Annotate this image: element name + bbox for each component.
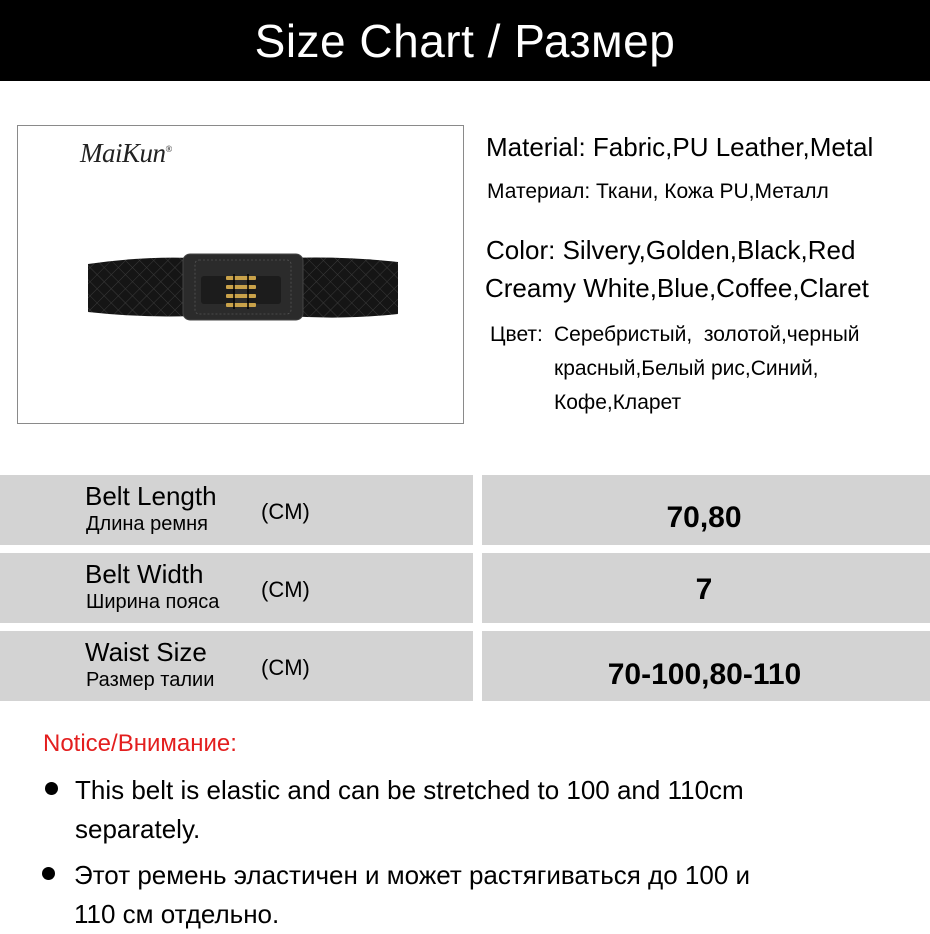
header-bar — [0, 0, 930, 81]
color-en-line-1: Color: Silvery,Golden,Black,Red — [486, 235, 856, 265]
notice-item-line-1: This belt is elastic and can be stretched to 100 and 110cm — [75, 775, 744, 805]
table-value-cell — [482, 553, 930, 623]
row-value: 70-100,80-110 — [607, 658, 802, 691]
table-row — [0, 631, 930, 701]
row-value: 7 — [695, 573, 713, 606]
belt-elastic-left — [88, 258, 193, 317]
table-label-cell — [0, 475, 473, 545]
row-value: 70,80 — [666, 501, 742, 534]
row-label-ru: Ширина пояса — [86, 591, 220, 613]
notice-item-line-2: 110 см отдельно. — [74, 899, 280, 929]
row-label-ru: Длина ремня — [86, 513, 208, 535]
color-ru-line-2: красный,Белый рис,Синий, — [554, 357, 819, 380]
table-label-cell — [0, 553, 473, 623]
product-image — [17, 125, 464, 424]
registered-mark: ® — [165, 144, 172, 154]
color-en-line-2: Creamy White,Blue,Coffee,Claret — [485, 273, 869, 303]
row-unit: (CM) — [261, 577, 310, 602]
table-value-cell — [482, 475, 930, 545]
row-label-en: Waist Size — [85, 637, 207, 667]
color-ru-line-1: Серебристый, золотой,черный — [554, 323, 860, 346]
buckle-tab-left — [201, 276, 233, 304]
belt-elastic-right — [288, 258, 398, 318]
row-unit: (CM) — [261, 655, 310, 680]
row-label-en: Belt Width — [85, 559, 204, 589]
notice-item-line-2: separately. — [75, 814, 201, 844]
bullet-icon — [42, 867, 55, 880]
material-en: Material: Fabric,PU Leather,Metal — [486, 132, 874, 162]
material-ru: Материал: Ткани, Кожа PU,Металл — [487, 180, 829, 203]
table-value-cell — [482, 631, 930, 701]
belt-icon — [83, 246, 403, 326]
color-ru-label: Цвет: — [490, 323, 543, 346]
page-title: Size Chart / Размер — [254, 14, 676, 67]
table-row — [0, 475, 930, 545]
table-row — [0, 553, 930, 623]
brand-logo — [80, 138, 172, 169]
notice-item — [74, 856, 894, 934]
row-label-en: Belt Length — [85, 481, 217, 511]
row-label-ru: Размер талии — [86, 669, 215, 691]
notice-item — [75, 771, 895, 849]
buckle-tab-right — [249, 276, 281, 304]
table-label-cell — [0, 631, 473, 701]
bullet-icon — [45, 782, 58, 795]
row-unit: (CM) — [261, 499, 310, 524]
color-ru-line-3: Кофе,Кларет — [554, 391, 682, 414]
brand-logo-text: MaiKun — [80, 138, 166, 168]
notice-item-line-1: Этот ремень эластичен и может растягиваться до 100 и — [74, 860, 751, 890]
notice-title: Notice/Внимание: — [43, 730, 237, 757]
